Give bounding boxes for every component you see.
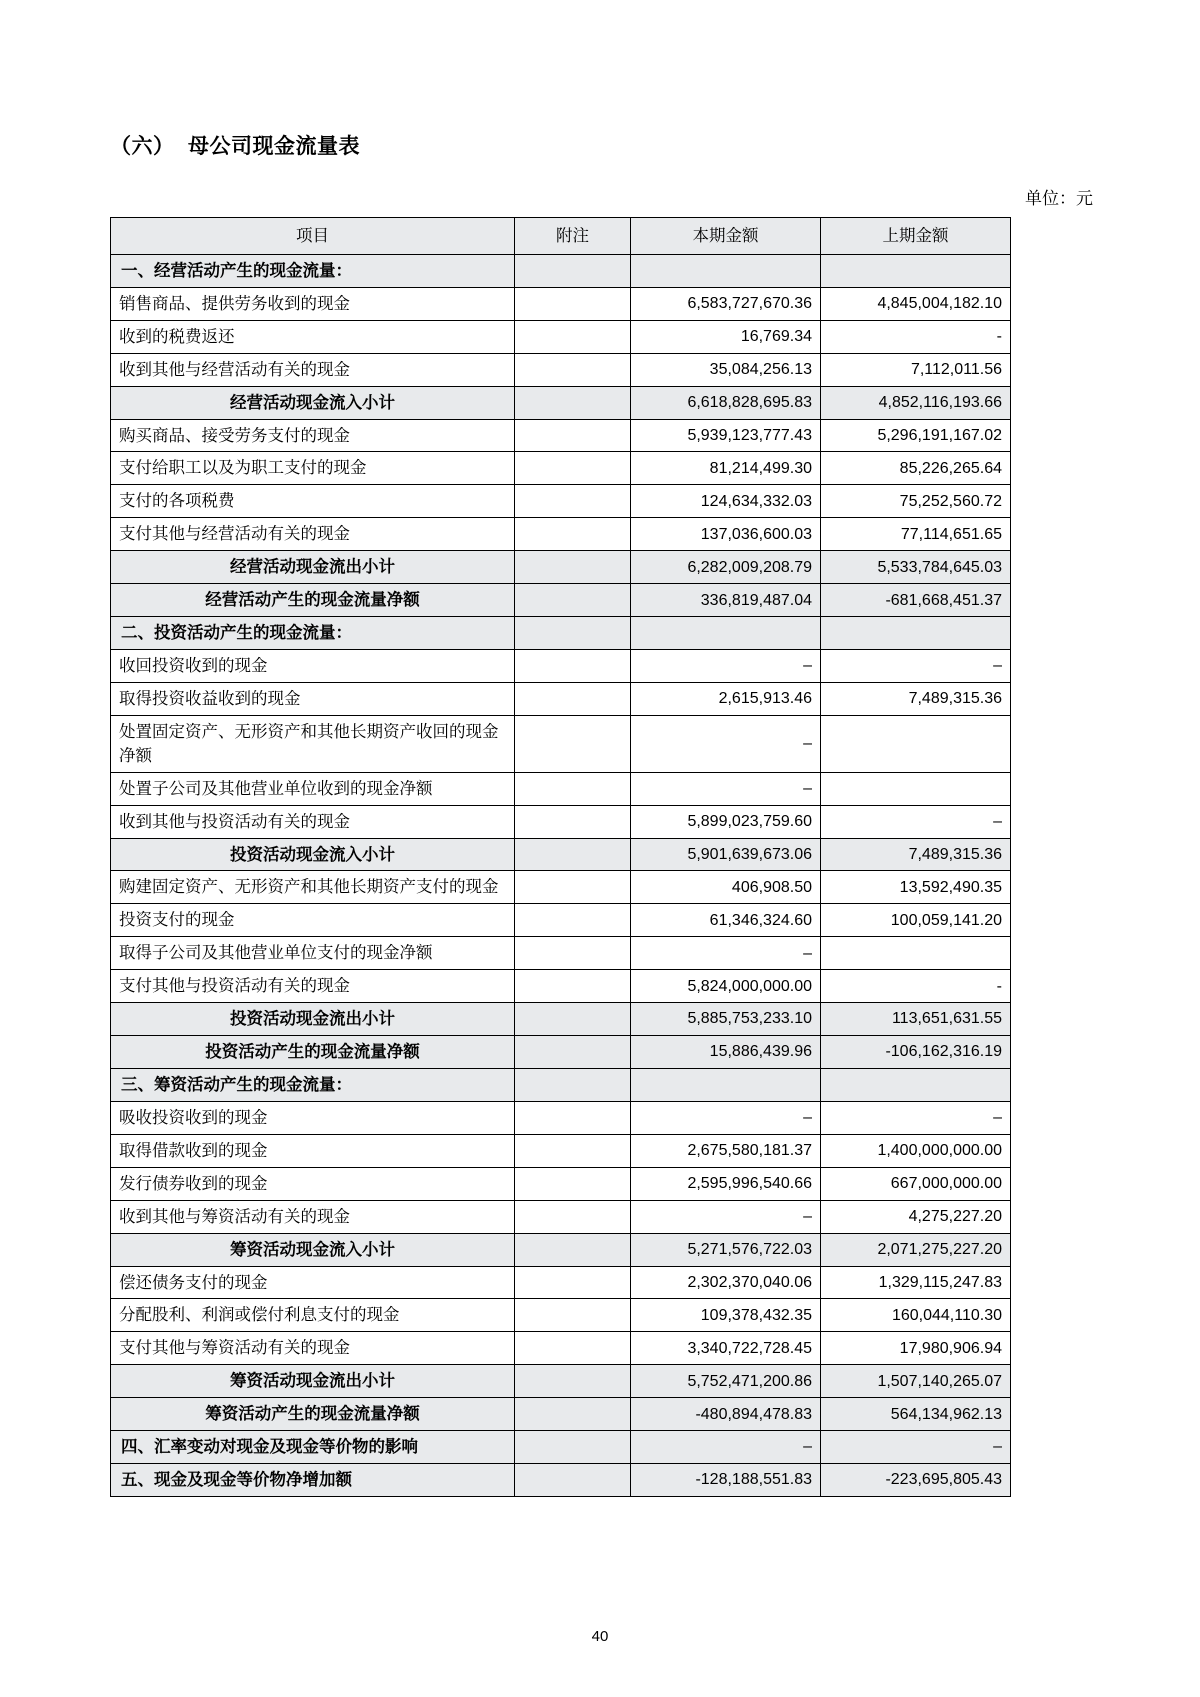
row-previous-amount: 100,059,141.20 — [821, 904, 1011, 937]
row-item-label: 处置固定资产、无形资产和其他长期资产收回的现金净额 — [111, 715, 515, 772]
row-note — [515, 584, 631, 617]
table-row — [111, 682, 1011, 715]
row-note — [515, 386, 631, 419]
row-current-amount: – — [631, 772, 821, 805]
row-previous-amount — [821, 254, 1011, 287]
row-previous-amount: 2,071,275,227.20 — [821, 1233, 1011, 1266]
column-header-previous: 上期金额 — [821, 218, 1011, 255]
row-current-amount: – — [631, 1101, 821, 1134]
row-note — [515, 419, 631, 452]
row-current-amount: 16,769.34 — [631, 320, 821, 353]
row-previous-amount: – — [821, 649, 1011, 682]
row-current-amount: – — [631, 649, 821, 682]
row-note — [515, 353, 631, 386]
unit-label: 单位：元 — [1025, 189, 1093, 208]
table-row — [111, 1068, 1011, 1101]
row-item-label: 收到的税费返还 — [111, 320, 515, 353]
column-header-note: 附注 — [515, 218, 631, 255]
row-note — [515, 1068, 631, 1101]
table-header-row — [111, 218, 1011, 255]
table-row — [111, 649, 1011, 682]
row-note — [515, 970, 631, 1003]
row-previous-amount: 1,400,000,000.00 — [821, 1134, 1011, 1167]
row-current-amount: 2,302,370,040.06 — [631, 1266, 821, 1299]
row-current-amount — [631, 617, 821, 650]
row-previous-amount: 7,489,315.36 — [821, 838, 1011, 871]
row-note — [515, 1003, 631, 1036]
row-previous-amount: - — [821, 970, 1011, 1003]
row-current-amount — [631, 1068, 821, 1101]
page-title — [110, 130, 1095, 160]
row-current-amount: 5,901,639,673.06 — [631, 838, 821, 871]
table-row — [111, 452, 1011, 485]
row-item-label: 五、现金及现金等价物净增加额 — [111, 1464, 515, 1497]
row-current-amount: – — [631, 1431, 821, 1464]
column-header-current: 本期金额 — [631, 218, 821, 255]
row-note — [515, 287, 631, 320]
row-previous-amount: 4,275,227.20 — [821, 1200, 1011, 1233]
row-current-amount — [631, 254, 821, 287]
row-current-amount: 5,939,123,777.43 — [631, 419, 821, 452]
row-note — [515, 1398, 631, 1431]
row-item-label: 收到其他与投资活动有关的现金 — [111, 805, 515, 838]
table-row — [111, 871, 1011, 904]
row-item-label: 购建固定资产、无形资产和其他长期资产支付的现金 — [111, 871, 515, 904]
row-previous-amount: 7,489,315.36 — [821, 682, 1011, 715]
table-row — [111, 1398, 1011, 1431]
table-row — [111, 320, 1011, 353]
row-previous-amount: 77,114,651.65 — [821, 518, 1011, 551]
row-current-amount: 5,752,471,200.86 — [631, 1365, 821, 1398]
row-previous-amount: 85,226,265.64 — [821, 452, 1011, 485]
section-title: 母公司现金流量表 — [188, 134, 360, 158]
row-current-amount: 6,618,828,695.83 — [631, 386, 821, 419]
row-item-label: 收到其他与经营活动有关的现金 — [111, 353, 515, 386]
row-item-label: 销售商品、提供劳务收到的现金 — [111, 287, 515, 320]
table-row — [111, 772, 1011, 805]
table-row — [111, 353, 1011, 386]
row-current-amount: 336,819,487.04 — [631, 584, 821, 617]
row-item-label: 筹资活动现金流入小计 — [111, 1233, 515, 1266]
row-current-amount: – — [631, 1200, 821, 1233]
row-previous-amount: 7,112,011.56 — [821, 353, 1011, 386]
row-item-label: 二、投资活动产生的现金流量： — [111, 617, 515, 650]
row-note — [515, 682, 631, 715]
row-current-amount: 15,886,439.96 — [631, 1036, 821, 1069]
row-item-label: 处置子公司及其他营业单位收到的现金净额 — [111, 772, 515, 805]
row-previous-amount: – — [821, 1431, 1011, 1464]
row-previous-amount: - — [821, 320, 1011, 353]
row-previous-amount: 13,592,490.35 — [821, 871, 1011, 904]
row-previous-amount: -681,668,451.37 — [821, 584, 1011, 617]
row-note — [515, 617, 631, 650]
table-row — [111, 485, 1011, 518]
row-note — [515, 1365, 631, 1398]
table-row — [111, 1167, 1011, 1200]
table-row — [111, 838, 1011, 871]
table-row — [111, 715, 1011, 772]
row-current-amount: 406,908.50 — [631, 871, 821, 904]
row-note — [515, 452, 631, 485]
row-item-label: 偿还债务支付的现金 — [111, 1266, 515, 1299]
row-note — [515, 649, 631, 682]
row-note — [515, 1036, 631, 1069]
row-previous-amount: – — [821, 1101, 1011, 1134]
row-item-label: 取得投资收益收到的现金 — [111, 682, 515, 715]
row-item-label: 购买商品、接受劳务支付的现金 — [111, 419, 515, 452]
table-row — [111, 518, 1011, 551]
table-row — [111, 1266, 1011, 1299]
row-current-amount: 2,675,580,181.37 — [631, 1134, 821, 1167]
row-previous-amount — [821, 715, 1011, 772]
row-current-amount: 5,271,576,722.03 — [631, 1233, 821, 1266]
row-previous-amount: 17,980,906.94 — [821, 1332, 1011, 1365]
row-item-label: 筹资活动现金流出小计 — [111, 1365, 515, 1398]
row-current-amount: 2,615,913.46 — [631, 682, 821, 715]
table-row — [111, 1431, 1011, 1464]
table-row — [111, 1464, 1011, 1497]
row-current-amount: 137,036,600.03 — [631, 518, 821, 551]
row-item-label: 吸收投资收到的现金 — [111, 1101, 515, 1134]
row-current-amount: – — [631, 937, 821, 970]
row-item-label: 投资活动现金流出小计 — [111, 1003, 515, 1036]
row-item-label: 四、汇率变动对现金及现金等价物的影响 — [111, 1431, 515, 1464]
row-item-label: 支付其他与筹资活动有关的现金 — [111, 1332, 515, 1365]
row-item-label: 投资活动现金流入小计 — [111, 838, 515, 871]
row-note — [515, 1431, 631, 1464]
row-current-amount: -480,894,478.83 — [631, 1398, 821, 1431]
row-item-label: 收回投资收到的现金 — [111, 649, 515, 682]
row-previous-amount: 1,507,140,265.07 — [821, 1365, 1011, 1398]
row-current-amount: -128,188,551.83 — [631, 1464, 821, 1497]
row-note — [515, 518, 631, 551]
table-row — [111, 419, 1011, 452]
row-previous-amount: 4,845,004,182.10 — [821, 287, 1011, 320]
row-current-amount: 35,084,256.13 — [631, 353, 821, 386]
row-note — [515, 254, 631, 287]
row-note — [515, 871, 631, 904]
row-previous-amount — [821, 1068, 1011, 1101]
row-note — [515, 1101, 631, 1134]
row-note — [515, 485, 631, 518]
row-previous-amount: 113,651,631.55 — [821, 1003, 1011, 1036]
row-current-amount: 5,885,753,233.10 — [631, 1003, 821, 1036]
row-current-amount: 5,824,000,000.00 — [631, 970, 821, 1003]
row-previous-amount: 564,134,962.13 — [821, 1398, 1011, 1431]
table-row — [111, 551, 1011, 584]
row-previous-amount: 4,852,116,193.66 — [821, 386, 1011, 419]
row-note — [515, 1464, 631, 1497]
row-previous-amount: 1,329,115,247.83 — [821, 1266, 1011, 1299]
row-current-amount: 6,583,727,670.36 — [631, 287, 821, 320]
row-item-label: 支付的各项税费 — [111, 485, 515, 518]
row-item-label: 收到其他与筹资活动有关的现金 — [111, 1200, 515, 1233]
table-row — [111, 1101, 1011, 1134]
row-previous-amount: 5,533,784,645.03 — [821, 551, 1011, 584]
table-row — [111, 617, 1011, 650]
row-current-amount: – — [631, 715, 821, 772]
row-item-label: 取得子公司及其他营业单位支付的现金净额 — [111, 937, 515, 970]
row-item-label: 发行债券收到的现金 — [111, 1167, 515, 1200]
row-note — [515, 1200, 631, 1233]
row-item-label: 三、筹资活动产生的现金流量： — [111, 1068, 515, 1101]
row-note — [515, 715, 631, 772]
row-note — [515, 1299, 631, 1332]
row-current-amount: 81,214,499.30 — [631, 452, 821, 485]
table-row — [111, 1036, 1011, 1069]
table-row — [111, 904, 1011, 937]
row-item-label: 筹资活动产生的现金流量净额 — [111, 1398, 515, 1431]
row-previous-amount: -106,162,316.19 — [821, 1036, 1011, 1069]
row-item-label: 分配股利、利润或偿付利息支付的现金 — [111, 1299, 515, 1332]
page-number: 40 — [591, 1628, 609, 1645]
column-header-item: 项目 — [111, 218, 515, 255]
row-note — [515, 1134, 631, 1167]
row-note — [515, 904, 631, 937]
cash-flow-table — [110, 217, 1011, 1497]
table-row — [111, 1134, 1011, 1167]
row-current-amount: 109,378,432.35 — [631, 1299, 821, 1332]
row-current-amount: 5,899,023,759.60 — [631, 805, 821, 838]
table-row — [111, 805, 1011, 838]
row-previous-amount: 160,044,110.30 — [821, 1299, 1011, 1332]
row-item-label: 经营活动现金流入小计 — [111, 386, 515, 419]
row-item-label: 经营活动产生的现金流量净额 — [111, 584, 515, 617]
row-note — [515, 1266, 631, 1299]
table-row — [111, 970, 1011, 1003]
row-note — [515, 805, 631, 838]
table-row — [111, 254, 1011, 287]
row-current-amount: 124,634,332.03 — [631, 485, 821, 518]
row-current-amount: 6,282,009,208.79 — [631, 551, 821, 584]
row-previous-amount: – — [821, 805, 1011, 838]
row-current-amount: 2,595,996,540.66 — [631, 1167, 821, 1200]
row-item-label: 支付其他与经营活动有关的现金 — [111, 518, 515, 551]
row-previous-amount: 75,252,560.72 — [821, 485, 1011, 518]
table-row — [111, 1365, 1011, 1398]
table-row — [111, 1200, 1011, 1233]
row-note — [515, 772, 631, 805]
table-row — [111, 1299, 1011, 1332]
table-row — [111, 386, 1011, 419]
row-current-amount: 61,346,324.60 — [631, 904, 821, 937]
row-previous-amount: -223,695,805.43 — [821, 1464, 1011, 1497]
table-row — [111, 1332, 1011, 1365]
row-item-label: 一、经营活动产生的现金流量： — [111, 254, 515, 287]
section-number: （六） — [110, 134, 175, 158]
table-row — [111, 584, 1011, 617]
row-item-label: 取得借款收到的现金 — [111, 1134, 515, 1167]
row-previous-amount — [821, 937, 1011, 970]
row-previous-amount: 5,296,191,167.02 — [821, 419, 1011, 452]
row-previous-amount: 667,000,000.00 — [821, 1167, 1011, 1200]
row-item-label: 支付给职工以及为职工支付的现金 — [111, 452, 515, 485]
row-note — [515, 838, 631, 871]
row-item-label: 支付其他与投资活动有关的现金 — [111, 970, 515, 1003]
row-current-amount: 3,340,722,728.45 — [631, 1332, 821, 1365]
table-row — [111, 937, 1011, 970]
row-item-label: 投资活动产生的现金流量净额 — [111, 1036, 515, 1069]
row-item-label: 经营活动现金流出小计 — [111, 551, 515, 584]
table-row — [111, 1003, 1011, 1036]
table-row — [111, 1233, 1011, 1266]
row-item-label: 投资支付的现金 — [111, 904, 515, 937]
table-row — [111, 287, 1011, 320]
row-note — [515, 1233, 631, 1266]
row-note — [515, 1332, 631, 1365]
row-note — [515, 1167, 631, 1200]
row-note — [515, 551, 631, 584]
row-note — [515, 937, 631, 970]
row-previous-amount — [821, 617, 1011, 650]
row-note — [515, 320, 631, 353]
row-previous-amount — [821, 772, 1011, 805]
